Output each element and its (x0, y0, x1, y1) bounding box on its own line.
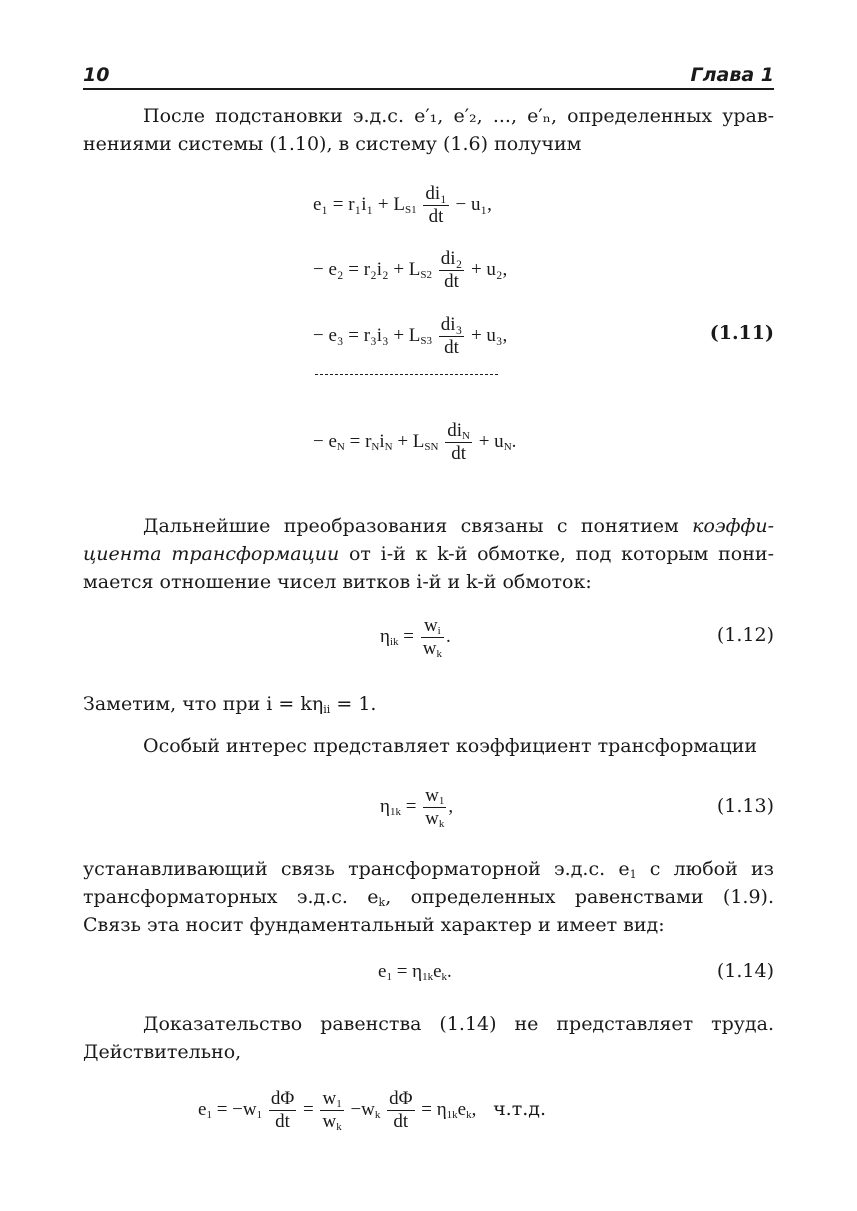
equation-number-1-13: (1.13) (716, 795, 774, 817)
paragraph-transformation-line2: циента трансформации от i-й к k-й обмотке, под которым пони- (83, 543, 774, 565)
equation-proof: $e_1 = -w_1$ $\frac{d\Phi}{dt}$ = $\frac{w_1}{w_k}$ $-w_k$ $\frac{d\Phi}{dt}$ = $\eta_{1k}e_k$, ч.т.д. (198, 1088, 546, 1133)
paragraph-proof-line1: Доказательство равенства (1.14) не представляет труда. (143, 1013, 774, 1035)
paragraph-transformation-line1: Дальнейшие преобразования связаны с понятием коэффи- (143, 515, 774, 537)
paragraph-transformation-line3: мается отношение чисел витков i-й и k-й обмоток: (83, 571, 592, 593)
paragraph-note: Заметим, что при $i = k\eta_{ii} = 1$. (83, 693, 377, 716)
paragraph-connection-line2: трансформаторных э.д.с. $e_k$, определенных равенствами (1.9). (83, 886, 774, 909)
chapter-title: Глава 1 (690, 64, 774, 86)
page-number: 10 (83, 64, 110, 86)
equation-number-1-14: (1.14) (716, 960, 774, 982)
equation-number-1-12: (1.12) (716, 624, 774, 646)
continuation-dashes (315, 374, 498, 375)
equation-1-14: $e_1 = \eta_{1k}e_k$. (378, 961, 452, 983)
header-rule (83, 88, 774, 90)
paragraph-interest: Особый интерес представляет коэффициент трансформации (143, 735, 758, 757)
qed-text: ч.т.д. (493, 1097, 546, 1120)
equation-number-1-11: (1.11) (709, 322, 774, 344)
paragraph-proof (83, 1010, 774, 1066)
equation-1-12: $\eta_{ik}$ = $\frac{w_i}{w_k}$ . (380, 615, 451, 660)
paragraph-connection-line3: Связь эта носит фундаментальный характер и имеет вид: (83, 914, 665, 936)
system-eq-3: − $e_3 = r_3i_3 + L_{S3}$ $\frac{\text{di₃}}{dt}$ + u₃, (313, 314, 508, 358)
paragraph-intro-line1: После подстановки э.д.с. e′₁, e′₂, ..., e′ₙ, определенных урав- (143, 105, 774, 127)
paragraph-connection (83, 855, 774, 939)
paragraph-transformation (83, 512, 774, 596)
paragraph-intro-line2: нениями системы (1.10), в систему (1.6) получим (83, 133, 582, 155)
system-eq-2: − $e_2 = r_2i_2 + L_{S2}$ $\frac{\text{di₂}}{dt}$ + u₂, (313, 248, 508, 292)
equation-1-13: $\eta_{1k}$ = $\frac{w_1}{w_k}$ , (380, 785, 454, 830)
system-eq-N: − $e_N = r_Ni_N + L_{SN}$ $\frac{di_N}{dt}$ + $u_N$. (313, 420, 517, 464)
paragraph-connection-line1: устанавливающий связь трансформаторной э.д.с. $e_1$ с любой из (83, 858, 774, 881)
paragraph-proof-line2: Действительно, (83, 1041, 242, 1063)
system-eq-1: $e_1 = r_1i_1 + L_{S1}$ $\frac{\text{di₁}}{dt}$ − u₁, (313, 183, 492, 227)
paragraph-intro (83, 102, 774, 158)
